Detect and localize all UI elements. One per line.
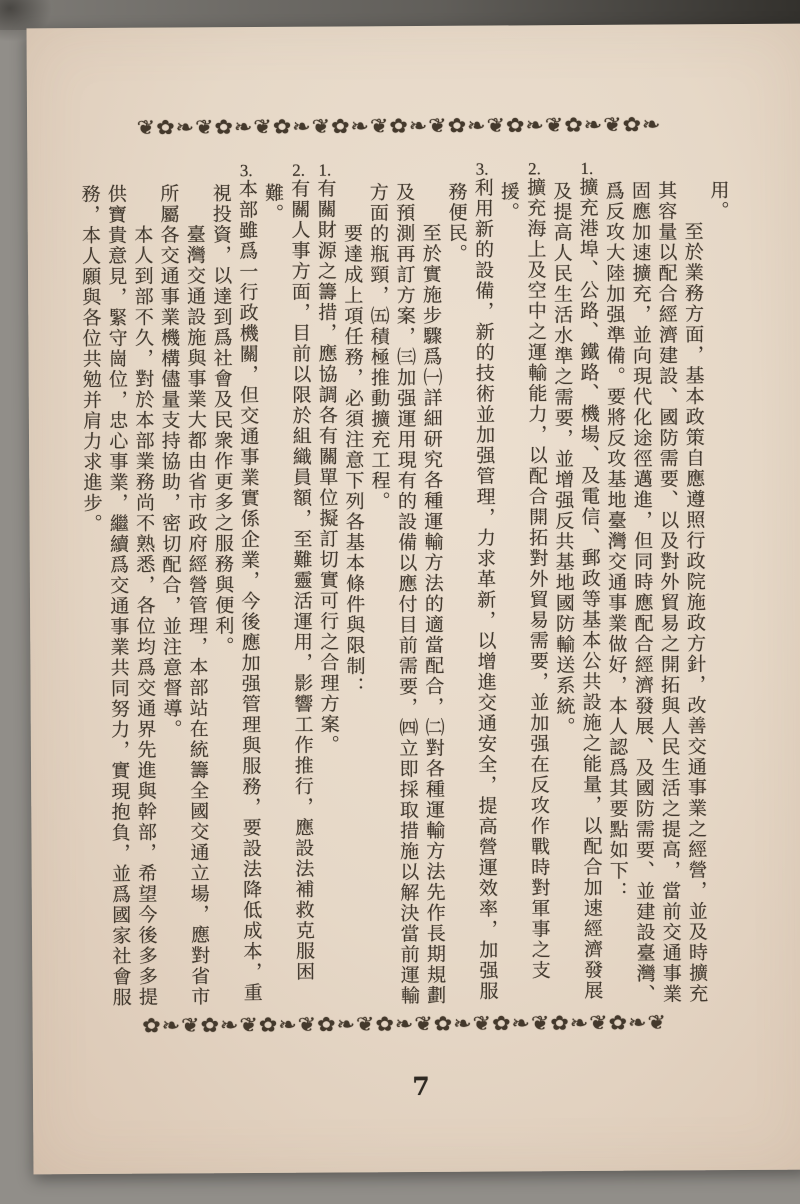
page-number: 7 [412, 1071, 430, 1102]
paragraph-provincial-coordination: 臺灣交通設施與事業大都由省市政府經營管理，本部站在統籌全國交通立場，應對省市所屬各交通事業機構儘量支持協助，密切配合，並注意督導。 [157, 183, 210, 1008]
list-item [259, 161, 316, 1011]
paragraph-conditions-intro: 要達成上項任務，必須注意下列各基本條件與限制： [340, 223, 365, 698]
floral-border-bottom-icon: ✿❧❦✿❧❦✿❧❦✿❧❦✿❧❦✿❧❦✿❧❦✿❧❦✿❧❦ [142, 1011, 668, 1038]
item-number: 2. [528, 160, 541, 178]
paragraph-business-policy: 至於業務方面，基本政策自應遵照行政院施政方針，改善交通事業之經營，並及時擴充其容量以配合經濟建設、國防需要、以及對外貿易之開拓與人民生活之提高，當前交通事業固應加速擴充，並向現代化途徑邁進，但同時應配合經濟發展、及國防需要、並建設臺灣、爲反攻大陸加强準備。要將反攻基地臺灣交通事業做好，本人認爲其要點如下： [602, 180, 708, 1005]
item-number: 3. [239, 162, 253, 180]
list-item [495, 160, 552, 1009]
paragraph-closing-remarks: 本人到部不久，對於本部業務尚不熟悉，各位均爲交通界先進與幹部，希望今後多多提供寶貴意見，緊守崗位，忠心事業，繼續爲交通事業共同努力，實現抱負，並爲國家社會服務，本人願與各位共勉并肩力求進步。 [78, 183, 158, 1008]
floral-border-top-icon: ❦✿❧❦✿❧❦✿❧❦✿❧❦✿❧❦✿❧❦✿❧❦✿❧❦✿❧ [136, 113, 662, 140]
document-page [27, 24, 800, 1175]
list-item [547, 159, 604, 1009]
list-item-text: 擴充海上及空中之運輸能力，以配合開拓對外貿易需要，並加强在反攻作戰時對軍事之支援。 [497, 177, 550, 981]
list-item [206, 162, 263, 1011]
list-item-text: 利用新的設備，新的技術並加强管理，力求革新，以增進交通安全，提高營運效率，加强服務便民。 [445, 177, 498, 1002]
paragraph-implementation-steps: 至於實施步驟爲㈠詳細研究各種運輸方法的適當配合，㈡對各種運輸方法先作長期規劃及預測再訂方案，㈢加强運用現有的設備以應付目前需要，㈣立即採取措施以解決當前運輸方面的瓶頸，㈤積極推動擴充工程。 [366, 182, 446, 1007]
item-number: 3. [475, 160, 489, 178]
item-number: 1. [580, 159, 594, 177]
list-item-text: 有關財源之籌措，應協調各有關單位擬訂切實可行之合理方案。 [314, 178, 339, 756]
list-item-text: 本部雖爲一行政機關，但交通事業實係企業，今後應加强管理與服務，要設法降低成本，重視投資，以達到爲社會及民衆作更多之服務與便利。 [209, 178, 262, 1004]
item-number: 1. [318, 161, 332, 179]
item-number: 2. [292, 161, 306, 179]
list-item-text: 有關人事方面，目前以限於組織員額，至難靈活運用，影響工作推行，應設法補救克服困難。 [262, 178, 315, 983]
list-item [442, 160, 499, 1010]
page-body-text [70, 159, 735, 1012]
paragraph-continuation: 用。 [707, 180, 729, 222]
list-item [311, 161, 342, 1010]
list-item-text: 擴充港埠、公路、鐵路、機場、及電信、郵政等基本公共設施之能量，以配合加速經濟發展及提高人民生活水準之需要，並增强反共基地國防輸送系統。 [550, 176, 603, 1002]
